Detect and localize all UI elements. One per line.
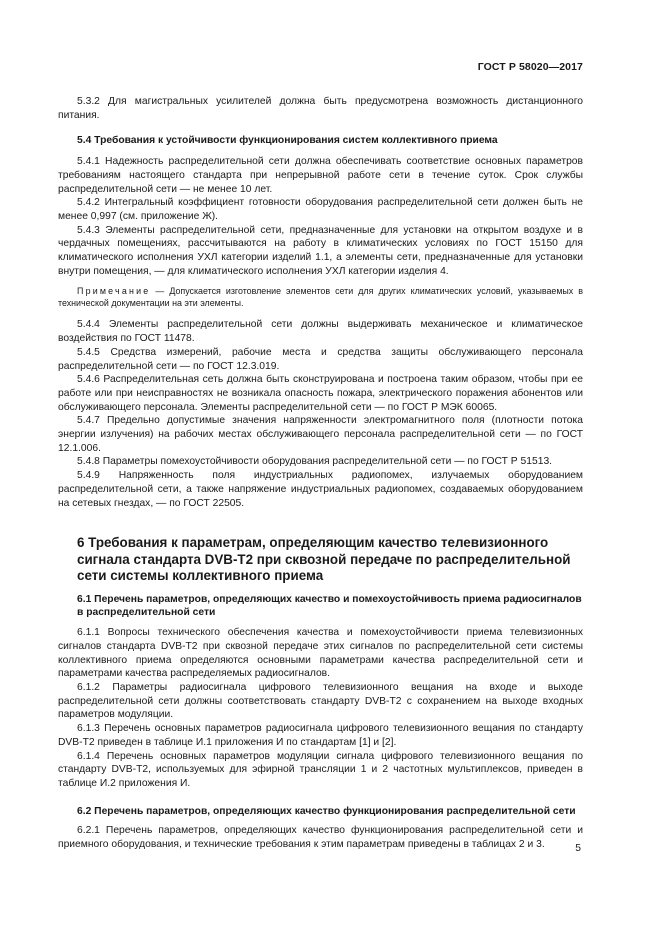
clause-5-4-4: 5.4.4 Элементы распределительной сети должны выдерживать механическое и климатическое воздействия по ГОСТ 11478. bbox=[58, 319, 583, 345]
clause-6-1-4: 6.1.4 Перечень основных параметров модуляции сигнала цифрового телевизионного вещания по стандарту DVB-T2, используемых для эфирной трансляции 1 и 2 частотных мультиплексов, приведен в таблице И.2 приложения И. bbox=[58, 750, 583, 789]
clause-5-4-3: 5.4.3 Элементы распределительной сети, предназначенные для установки на открытом воздухе и в чердачных помещениях, рассчитываются на работу в климатических условиях по ГОСТ 15150 для климатического исполнения УХЛ категории изделий 1.1, а элементы сети, предназначенные для установки внутри помещения, — для климатического исполнения УХЛ категории изделия 4. bbox=[58, 224, 583, 277]
clause-6-1-1: 6.1.1 Вопросы технического обеспечения качества и помехоустойчивости приема телевизионных сигналов стандарта DVB-T2 при сквозной передаче этих сигналов по распределительной сети системы коллективного приема определяются основными параметрами качества распределительной сети и параметрами качества распределяемых радиосигналов. bbox=[58, 627, 583, 680]
note-text: — Допускается изготовление элементов сети для других климатических условий, указываемых в технической документации на эти элементы. bbox=[58, 286, 583, 309]
note-paragraph bbox=[58, 285, 583, 309]
clause-6-1-3: 6.1.3 Перечень основных параметров радиосигнала цифрового телевизионного вещания по стандарту DVB-T2 приведен в таблице И.1 приложения И по стандартам [1] и [2]. bbox=[58, 723, 583, 748]
clause-5-3-2: 5.3.2 Для магистральных усилителей должна быть предусмотрена возможность дистанционного питания. bbox=[58, 96, 583, 121]
clause-5-4-1: 5.4.1 Надежность распределительной сети должна обеспечивать соответствие основных параметров требованиям настоящего стандарта при непрерывной работе сети в течение суток. Срок службы распределительной сети — не менее 10 лет. bbox=[58, 156, 583, 195]
clause-6-2-1: 6.2.1 Перечень параметров, определяющих качество функционирования распределительной сети и приемного оборудования, и технические требования к этим параметрам приведены в таблицах 2 и 3. bbox=[58, 825, 583, 851]
page-number: 5 bbox=[575, 843, 581, 854]
clause-5-4-5: 5.4.5 Средства измерений, рабочие места и средства защиты обслуживающего персонала распределительной сети — по ГОСТ 12.3.019. bbox=[58, 346, 583, 372]
clause-5-4-8: 5.4.8 Параметры помехоустойчивости оборудования распределительной сети — по ГОСТ Р 51513. bbox=[77, 456, 553, 468]
clause-5-4-2: 5.4.2 Интегральный коэффициент готовности оборудования распределительной сети должен быть не менее 0,997 (см. приложение Ж). bbox=[58, 197, 583, 222]
clause-5-4-7: 5.4.7 Предельно допустимые значения напряженности электромагнитного поля (плотности потока энергии излучения) на рабочих местах обслуживающего персонала распределительной сети — по ГОСТ 12.1.006. bbox=[58, 415, 583, 454]
document-body bbox=[58, 95, 583, 852]
section-title-6-1: 6.1 Перечень параметров, определяющих качество и помехоустойчивость приема радиосигналов в распределительной сети bbox=[77, 593, 582, 619]
note-label: Примечание bbox=[77, 286, 151, 297]
clause-5-4-9: 5.4.9 Напряженность поля индустриальных радиопомех, излучаемых оборудованием распределительной сети, а также напряжение индустриальных радиопомех, создаваемых оборудованием на сетевых гнездах, — по ГОСТ 22505. bbox=[58, 470, 583, 509]
clause-5-4-6: 5.4.6 Распределительная сеть должна быть сконструирована и построена таким образом, чтобы при ее работе или при неисправностях не возникала опасность пожара, электрического поражения абонентов или обслуживающего персонала. Элементы распределительной сети — по ГОСТ Р МЭК 60065. bbox=[58, 374, 583, 413]
clause-6-1-2: 6.1.2 Параметры радиосигнала цифрового телевизионного вещания на входе и выходе распределительной сети должны соответствовать стандарту DVB-T2 с сохранением на выходе входных параметров модуляции. bbox=[58, 682, 583, 721]
section-title-5-4: 5.4 Требования к устойчивости функционирования систем коллективного приема bbox=[77, 135, 498, 147]
standard-code-header: ГОСТ Р 58020—2017 bbox=[477, 61, 583, 73]
section-title-6-2: 6.2 Перечень параметров, определяющих качество функционирования распределительной сети bbox=[77, 805, 576, 817]
chapter-title-6: 6 Требования к параметрам, определяющим качество телевизионного сигнала стандарта DVB-T2 при сквозной передаче по распределительной сети системы коллективного приема bbox=[77, 535, 571, 584]
